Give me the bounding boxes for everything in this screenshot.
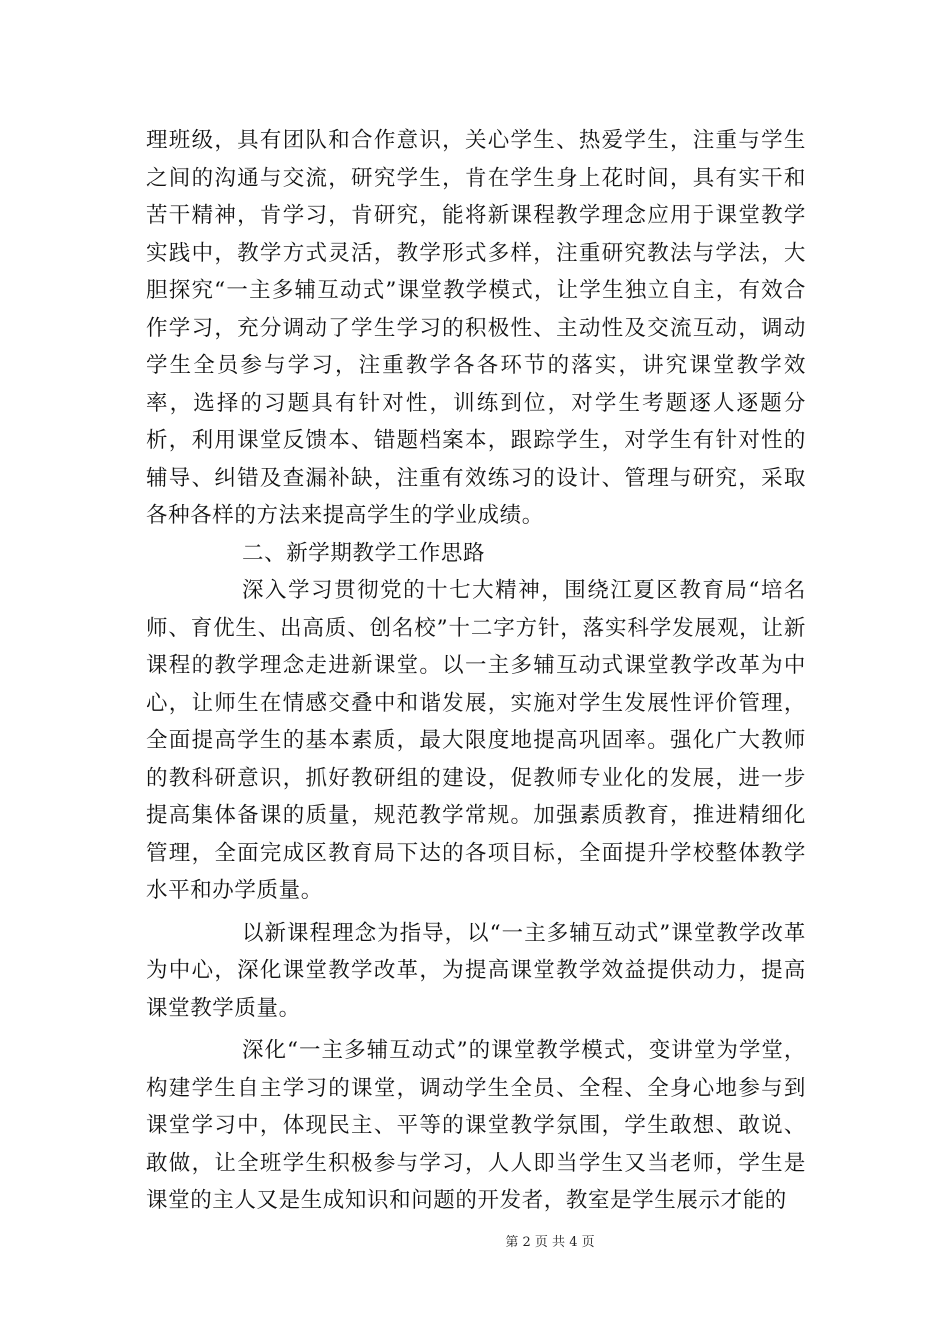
- paragraph: 以新课程理念为指导，以“一主多辅互动式”课堂教学改革为中心，深化课堂教学改革，为提高课堂教学效益提供动力，提高课堂教学质量。: [146, 920, 806, 1021]
- page-number-footer: 第 2 页 共 4 页: [505, 1235, 595, 1250]
- paragraph-continuation: 理班级，具有团队和合作意识，关心学生、热爱学生，注重与学生之间的沟通与交流，研究学生，肯在学生身上花时间，具有实干和苦干精神，肯学习，肯研究，能将新课程教学理念应用于课堂教学实践中，教学方式灵活，教学形式多样，注重研究教法与学法，大胆探究“一主多辅互动式”课堂教学模式，让学生独立自主，有效合作学习，充分调动了学生学习的积极性、主动性及交流互动，调动学生全员参与学习，注重教学各各环节的落实，讲究课堂教学效率，选择的习题具有针对性，训练到位，对学生考题逐人逐题分析，利用课堂反馈本、错题档案本，跟踪学生，对学生有针对性的辅导、纠错及查漏补缺，注重有效练习的设计、管理与研究，采取各种各样的方法来提高学生的学业成绩。: [146, 128, 806, 528]
- paragraph: 深入学习贯彻党的十七大精神，围绕江夏区教育局“培名师、育优生、出高质、创名校”十二字方针，落实科学发展观，让新课程的教学理念走进新课堂。以一主多辅互动式课堂教学改革为中心，让师生在情感交叠中和谐发展，实施对学生发展性评价管理，全面提高学生的基本素质，最大限度地提高巩固率。强化广大教师的教科研意识，抓好教研组的建设，促教师专业化的发展，进一步提高集体备课的质量，规范教学常规。加强素质教育，推进精细化管理，全面完成区教育局下达的各项目标，全面提升学校整体教学水平和办学质量。: [146, 578, 806, 903]
- section-heading: 二、新学期教学工作思路: [242, 540, 486, 566]
- paragraph: 深化“一主多辅互动式”的课堂教学模式，变讲堂为学堂，构建学生自主学习的课堂，调动学生全员、全程、全身心地参与到课堂学习中，体现民主、平等的课堂教学氛围，学生敢想、敢说、敢做，让全班学生积极参与学习，人人即当学生又当老师，学生是课堂的主人又是生成知识和问题的开发者，教室是学生展示才能的: [146, 1038, 806, 1213]
- document-body: [146, 122, 806, 1220]
